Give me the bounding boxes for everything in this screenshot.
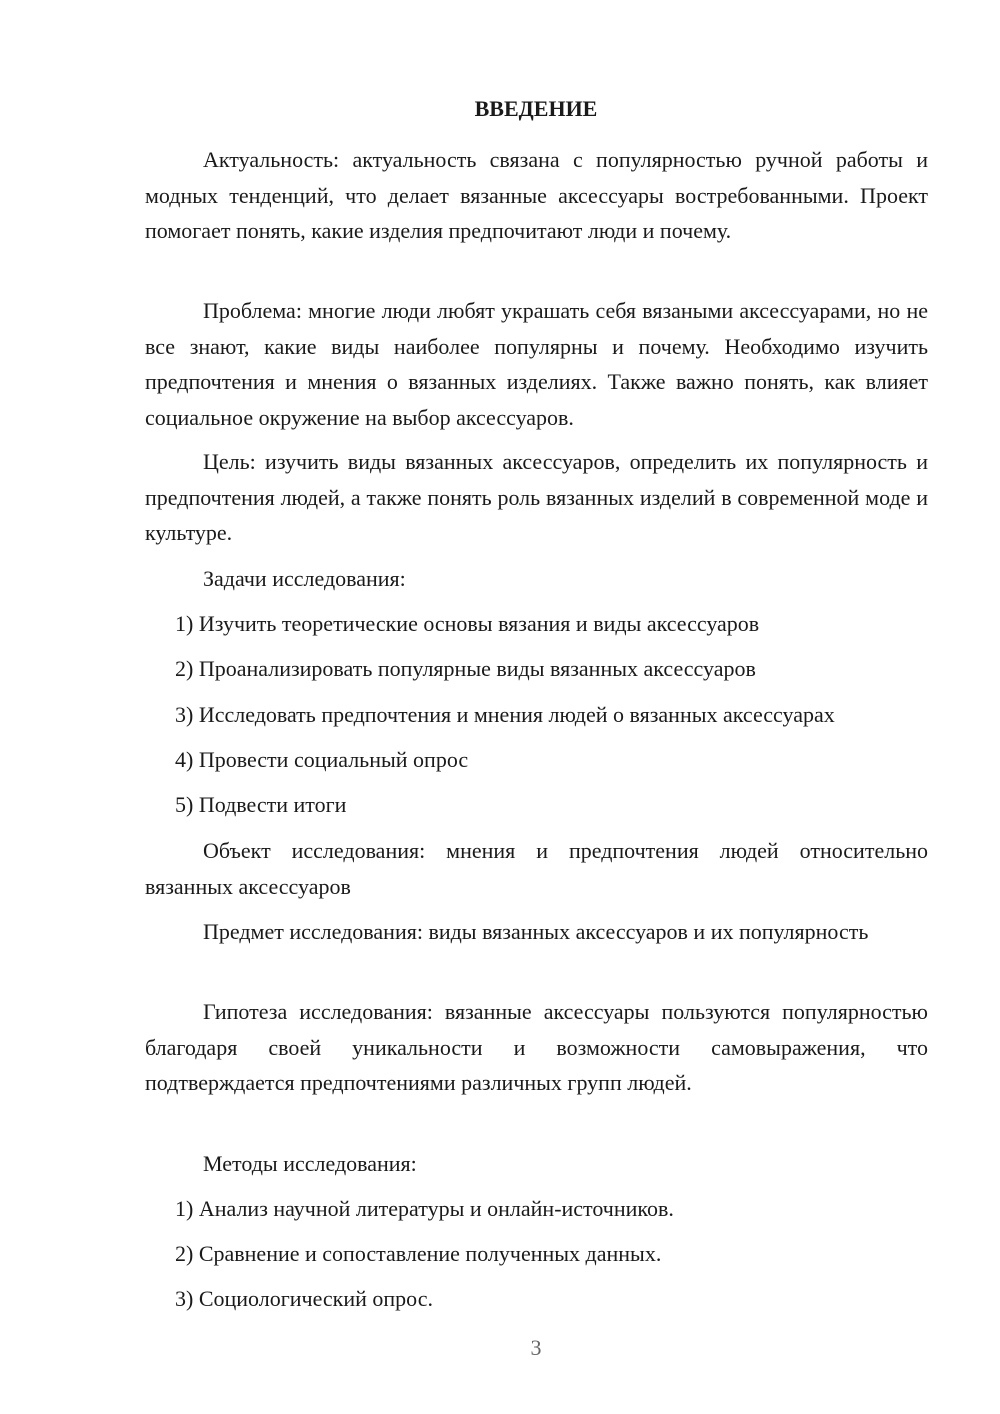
task-item: 1) Изучить теоретические основы вязания и виды аксессуаров: [175, 611, 760, 636]
task-item: 4) Провести социальный опрос: [175, 747, 469, 772]
method-item: 1) Анализ научной литературы и онлайн-источников.: [175, 1196, 674, 1221]
paragraph-problem: Проблема: многие люди любят украшать себя вязаными аксессуарами, но не все знают, какие виды наиболее популярны и почему. Необходимо изучить предпочтения и мнения о вязанных изделиях. Также важно понять, как влияет социальное окружение на выбор аксессуаров.: [145, 298, 928, 430]
method-item: 2) Сравнение и сопоставление полученных данных.: [175, 1241, 662, 1266]
page-title: ВВЕДЕНИЕ: [474, 96, 598, 121]
paragraph-object: Объект исследования: мнения и предпочтения людей относительно вязанных аксессуаров: [145, 838, 928, 899]
paragraph-subject: Предмет исследования: виды вязанных аксессуаров и их популярность: [203, 919, 869, 944]
paragraph-hypothesis: Гипотеза исследования: вязанные аксессуары пользуются популярностью благодаря своей уникальности и возможности самовыражения, что подтверждается предпочтениями различных групп людей.: [145, 999, 928, 1095]
task-item: 2) Проанализировать популярные виды вязанных аксессуаров: [175, 656, 756, 681]
task-item: 3) Исследовать предпочтения и мнения людей о вязанных аксессуарах: [175, 702, 835, 727]
method-item: 3) Социологический опрос.: [175, 1286, 433, 1311]
page-number: 3: [530, 1335, 542, 1360]
tasks-heading: Задачи исследования:: [203, 566, 406, 591]
task-item: 5) Подвести итоги: [175, 792, 347, 817]
paragraph-goal: Цель: изучить виды вязанных аксессуаров, определить их популярность и предпочтения людей, а также понять роль вязанных изделий в современной моде и культуре.: [145, 449, 928, 545]
paragraph-relevance: Актуальность: актуальность связана с популярностью ручной работы и модных тенденций, что делает вязанные аксессуары востребованными. Проект помогает понять, какие изделия предпочитают люди и почему.: [145, 147, 928, 243]
methods-heading: Методы исследования:: [203, 1151, 417, 1176]
